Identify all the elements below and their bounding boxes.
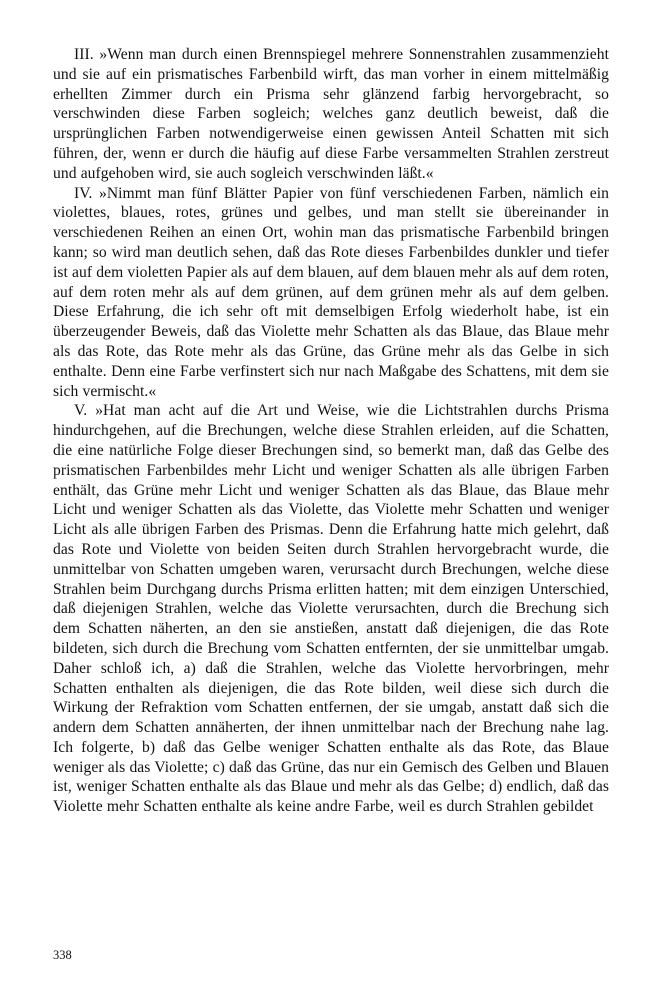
paragraph-iii: III. »Wenn man durch einen Brennspiegel mehrere Sonnenstrahlen zusammenzieht und sie auf ein prismatisches Farbenbild wirft, das man vorher in einem mittelmäßig erhellten Zimmer durch ein Prisma sehr glänzend farbig hervorgebracht, so verschwinden diese Farben sogleich; welches ganz deutlich beweist, daß die ursprünglichen Farben notwendigerweise einen gewissen Anteil Schatten mit sich führen, der, wenn er durch die häufig auf diese Farbe versammelten Strahlen zerstreut und aufgehoben wird, sie auch sogleich verschwinden läßt.«	[53, 46, 609, 182]
paragraph-iv: IV. »Nimmt man fünf Blätter Papier von fünf verschiedenen Farben, nämlich ein violettes, blaues, rotes, grünes und gelbes, und man stellt sie übereinander in verschiedenen Reihen an einen Ort, wohin man das prismatische Farbenbild bringen kann; so wird man deutlich sehen, daß das Rote dieses Farbenbildes dunkler und tiefer ist auf dem violetten Papier als auf dem blauen, auf dem blauen mehr als auf dem roten, auf dem roten mehr als auf dem grünen, auf dem grünen mehr als auf dem gelben. Diese Erfahrung, die ich sehr oft mit demselbigen Erfolg wiederholt habe, ist ein überzeugender Beweis, daß das Violette mehr Schatten als das Blaue, das Blaue mehr als das Rote, das Rote mehr als das Grüne, das Grüne mehr als das Gelbe in sich enthalte. Denn eine Farbe verfinstert sich nur nach Maßgabe des Schattens, mit dem sie sich vermischt.«	[53, 184, 609, 400]
page-text	[53, 45, 609, 817]
page-number: 338	[53, 948, 72, 962]
paragraph-v: V. »Hat man acht auf die Art und Weise, wie die Lichtstrahlen durchs Prisma hindurchgehen, auf die Brechungen, welche diese Strahlen erleiden, auf die Schatten, die eine natürliche Folge dieser Brechungen sind, so bemerkt man, daß das Gelbe des prismatischen Farbenbildes mehr Licht und weniger Schatten als alle übrigen Farben enthält, das Grüne mehr Licht und weniger Schatten als das Blaue, das Blaue mehr Licht und weniger Schatten als das Violette, das Violette mehr Schatten und weniger Licht als alle übrigen Farben des Prismas. Denn die Erfahrung hatte mich gelehrt, daß das Rote und Violette von beiden Seiten durch Strahlen hervorgebracht wurde, die unmittelbar von Schatten umgeben waren, verursacht durch Brechungen, welche diese Strahlen beim Durchgang durchs Prisma erlitten hatten; mit dem einzigen Unterschied, daß diejenigen Strahlen, welche das Violette verursachten, durch die Brechung sich dem Schatten näherten, an den sie anstießen, anstatt daß diejenigen, die das Rote bildeten, sich durch die Brechung vom Schatten entfernten, der sie unmittelbar umgab. Daher schloß ich, a) daß die Strahlen, welche das Violette hervorbringen, mehr Schatten enthalten als diejenigen, die das Rote bilden, weil diese sich durch die Wirkung der Refraktion vom Schatten entfernen, der sie umgab, anstatt daß sich die andern dem Schatten annäherten, der ihnen unmittelbar nach der Brechung nahe lag. Ich folgerte, b) daß das Gelbe weniger Schatten enthalte als das Rote, das Blaue weniger als das Violette; c) daß das Grüne, das nur ein Gemisch des Gelben und Blauen ist, weniger Schatten enthalte als das Blaue und mehr als das Gelbe; d) endlich, daß das Violette mehr Schatten enthalte als keine andre Farbe, weil es durch Strahlen gebildet	[53, 402, 609, 816]
